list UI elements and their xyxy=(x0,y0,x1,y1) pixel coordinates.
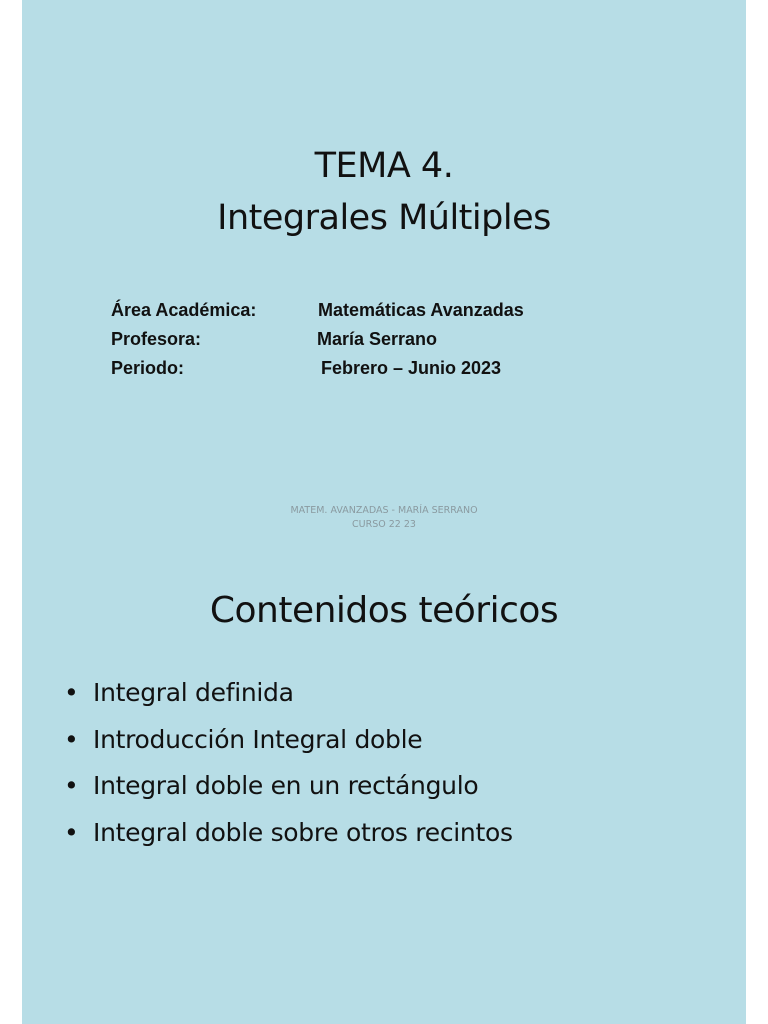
footer-line-2: CURSO 22 23 xyxy=(352,519,416,530)
course-info xyxy=(111,296,671,383)
info-value: Matemáticas Avanzadas xyxy=(318,300,524,320)
bullet-icon: • xyxy=(64,771,79,800)
info-row-professor xyxy=(111,325,671,354)
info-value: María Serrano xyxy=(317,329,438,349)
title-line-1: TEMA 4. xyxy=(314,146,454,186)
footer-line-1: MATEM. AVANZADAS - MARÍA SERRANO xyxy=(290,505,478,516)
section-title: Contenidos teóricos xyxy=(209,590,559,631)
bullet-icon: • xyxy=(64,678,79,707)
title-line-2: Integrales Múltiples xyxy=(217,198,551,238)
list-item-text: Integral definida xyxy=(93,678,294,707)
info-row-area xyxy=(111,296,671,325)
info-label: Área Académica: xyxy=(111,300,257,320)
list-item-text: Integral doble sobre otros recintos xyxy=(93,817,513,847)
slide-footer xyxy=(22,504,746,532)
slide-title xyxy=(22,140,746,244)
list-item-text: Integral doble en un rectángulo xyxy=(93,771,479,800)
info-row-period xyxy=(111,354,671,383)
bullet-icon: • xyxy=(64,724,79,754)
info-label: Profesora: xyxy=(111,329,202,349)
document-page xyxy=(22,0,746,1024)
list-item-text: Introducción Integral doble xyxy=(93,724,423,754)
info-value: Febrero – Junio 2023 xyxy=(321,358,502,378)
info-label: Periodo: xyxy=(111,358,185,378)
bullet-icon: • xyxy=(64,817,79,847)
